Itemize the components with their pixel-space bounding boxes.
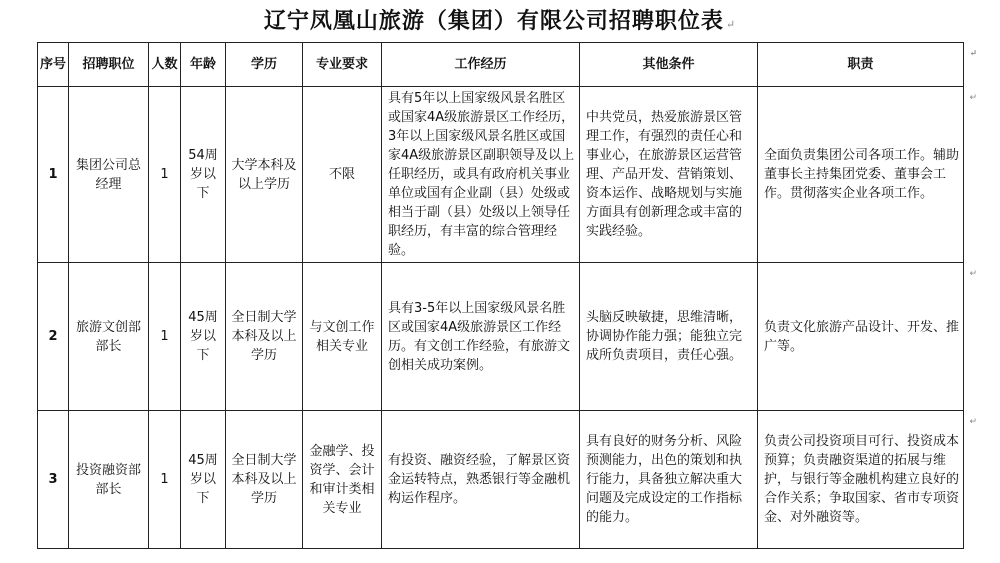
header-conditions: 其他条件 — [580, 43, 758, 87]
paragraph-mark-icon: ↵ — [969, 269, 977, 279]
cell-no: 2 — [38, 263, 69, 411]
header-duties: 职责 ↵ — [758, 43, 964, 87]
header-no: 序号 — [38, 43, 69, 87]
cell-experience: 具有3-5年以上国家级风景名胜区或国家4A级旅游景区工作经历。有文创工作经验，有旅游文创相关成功案例。 — [382, 263, 580, 411]
cell-conditions: 头脑反映敏捷，思维清晰，协调协作能力强；能独立完成所负责项目，责任心强。 — [580, 263, 758, 411]
cell-age: 45周岁以下 — [181, 263, 226, 411]
cell-age: 54周岁以下 — [181, 87, 226, 263]
header-education: 学历 — [226, 43, 303, 87]
cell-conditions: 中共党员，热爱旅游景区管理工作，有强烈的责任心和事业心，在旅游景区运营管理、产品开发、营销策划、资本运作、战略规划与实施方面具有创新理念或丰富的实践经验。 — [580, 87, 758, 263]
cell-age: 45周岁以下 — [181, 411, 226, 549]
cell-education: 全日制大学本科及以上学历 — [226, 411, 303, 549]
cell-major: 与文创工作相关专业 — [303, 263, 382, 411]
cell-education: 全日制大学本科及以上学历 — [226, 263, 303, 411]
cell-count: 1 — [149, 263, 181, 411]
cell-experience: 有投资、融资经验，了解景区资金运转特点，熟悉银行等金融机构运作程序。 — [382, 411, 580, 549]
cell-position: 投资融资部部长 — [69, 411, 149, 549]
cell-experience: 具有5年以上国家级风景名胜区或国家4A级旅游景区工作经历，3年以上国家级风景名胜区或国家4A级旅游景区副职领导及以上任职经历，或具有政府机关事业单位或国有企业副（县）处级或相当于副（县）处级以上领导任职经历，有丰富的综合管理经验。 — [382, 87, 580, 263]
paragraph-mark-icon: ↵ — [725, 18, 737, 31]
title-text: 辽宁凤凰山旅游（集团）有限公司招聘职位表 — [263, 8, 724, 34]
cell-duties: 全面负责集团公司各项工作。辅助董事长主持集团党委、董事会工作。贯彻落实企业各项工作。 ↵ — [758, 87, 964, 263]
header-age: 年龄 — [181, 43, 226, 87]
header-count: 人数 — [149, 43, 181, 87]
header-position: 招聘职位 — [69, 43, 149, 87]
cell-position: 集团公司总经理 — [69, 87, 149, 263]
cell-no: 3 — [38, 411, 69, 549]
cell-position: 旅游文创部部长 — [69, 263, 149, 411]
paragraph-mark-icon: ↵ — [969, 49, 977, 59]
cell-no: 1 — [38, 87, 69, 263]
header-experience: 工作经历 — [382, 43, 580, 87]
table-row — [38, 263, 964, 411]
cell-major: 金融学、投资学、会计和审计类相关专业 — [303, 411, 382, 549]
table-row — [38, 411, 964, 549]
paragraph-mark-icon: ↵ — [969, 417, 977, 427]
cell-education: 大学本科及以上学历 — [226, 87, 303, 263]
cell-major: 不限 — [303, 87, 382, 263]
cell-conditions: 具有良好的财务分析、风险预测能力，出色的策划和执行能力，具备独立解决重大问题及完成设定的工作指标的能力。 — [580, 411, 758, 549]
cell-duties: 负责文化旅游产品设计、开发、推广等。 ↵ — [758, 263, 964, 411]
cell-duties: 负责公司投资项目可行、投资成本预算；负责融资渠道的拓展与维护，与银行等金融机构建立良好的合作关系；争取国家、省市专项资金、对外融资等。 ↵ — [758, 411, 964, 549]
cell-count: 1 — [149, 411, 181, 549]
page-title — [0, 6, 1000, 40]
paragraph-mark-icon: ↵ — [969, 93, 977, 103]
cell-count: 1 — [149, 87, 181, 263]
header-major: 专业要求 — [303, 43, 382, 87]
header-row — [38, 43, 964, 87]
table-row — [38, 87, 964, 263]
recruitment-table — [37, 42, 977, 549]
